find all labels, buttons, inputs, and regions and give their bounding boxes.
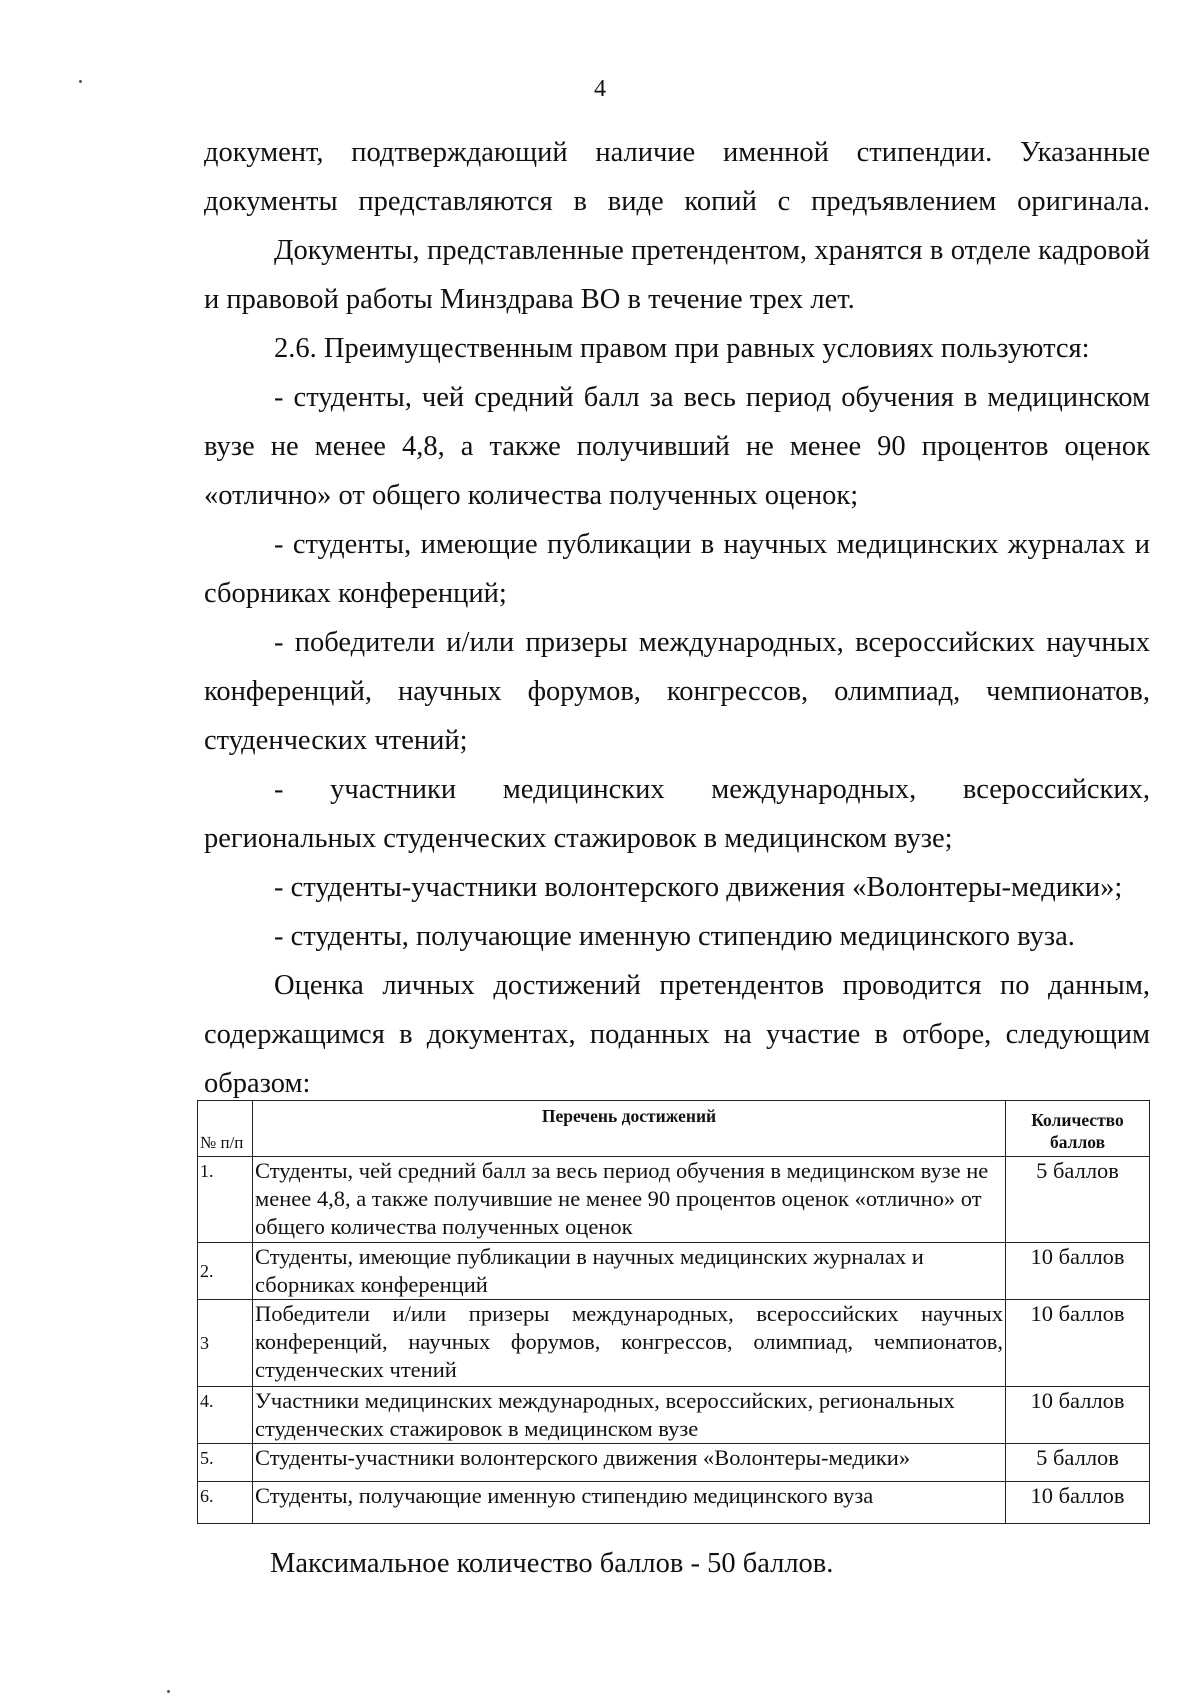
row-number: 6. [198, 1482, 253, 1524]
page-number: 4 [594, 76, 606, 102]
table-row [198, 1444, 1150, 1482]
row-description: Студенты, имеющие публикации в научных медицинских журналах и сборниках конференций [253, 1243, 1006, 1300]
scan-speck [167, 1690, 170, 1693]
table-row [198, 1243, 1150, 1300]
row-points: 10 баллов [1006, 1387, 1150, 1444]
row-description: Студенты-участники волонтерского движения «Волонтеры-медики» [253, 1444, 1006, 1482]
row-description: Участники медицинских международных, всероссийских, региональных студенческих стажировок в медицинском вузе [253, 1387, 1006, 1444]
paragraph: Документы, представленные претендентом, хранятся в отделе кадровой и правовой работы Минздрава ВО в течение трех лет. [204, 235, 1150, 315]
header-points: Количество баллов [1006, 1101, 1150, 1157]
table-row [198, 1387, 1150, 1444]
list-item: - студенты, получающие именную стипендию медицинского вуза. [274, 921, 1075, 952]
row-points: 5 баллов [1006, 1444, 1150, 1482]
header-num: № п/п [198, 1101, 253, 1157]
paragraph: 2.6. Преимущественным правом при равных условиях пользуются: [274, 333, 1090, 364]
paragraph: документ, подтверждающий наличие именной стипендии. Указанные документы представляются в виде копий с предъявлением оригинала. [204, 137, 1150, 217]
list-item: - победители и/или призеры международных, всероссийских научных конференций, научных форумов, конгрессов, олимпиад, чемпионатов, студенческих чтений; [204, 627, 1150, 756]
row-description: Победители и/или призеры международных, всероссийских научных конференций, научных форумов, конгрессов, олимпиад, чемпионатов, студенческих чтений [253, 1300, 1006, 1387]
list-item: - студенты-участники волонтерского движения «Волонтеры-медики»; [274, 872, 1123, 903]
list-item: - студенты, имеющие публикации в научных медицинских журналах и сборниках конференций; [204, 529, 1150, 609]
row-number: 4. [198, 1387, 253, 1444]
list-item: - участники медицинских международных, всероссийских, региональных студенческих стажировок в медицинском вузе; [204, 774, 1150, 854]
row-points: 10 баллов [1006, 1482, 1150, 1524]
table-row [198, 1482, 1150, 1524]
row-points: 5 баллов [1006, 1157, 1150, 1243]
row-number: 3 [198, 1300, 253, 1387]
achievements-table [197, 1100, 1150, 1524]
row-description: Студенты, получающие именную стипендию медицинского вуза [253, 1482, 1006, 1524]
row-points: 10 баллов [1006, 1243, 1150, 1300]
table-row [198, 1300, 1150, 1387]
list-item: - студенты, чей средний балл за весь период обучения в медицинском вузе не менее 4,8, а также получивший не менее 90 процентов оценок «отлично» от общего количества полученных оценок; [204, 382, 1150, 511]
row-number: 1. [198, 1157, 253, 1243]
row-points: 10 баллов [1006, 1300, 1150, 1387]
row-description: Студенты, чей средний балл за весь период обучения в медицинском вузе не менее 4,8, а также получившие не менее 90 процентов оценок «отлично» от общего количества полученных оценок [253, 1157, 1006, 1243]
max-score-note: Максимальное количество баллов - 50 баллов. [270, 1548, 834, 1579]
header-achievements: Перечень достижений [253, 1101, 1006, 1157]
row-number: 5. [198, 1444, 253, 1482]
table-row [198, 1157, 1150, 1243]
table-header-row [198, 1101, 1150, 1157]
paragraph: Оценка личных достижений претендентов проводится по данным, содержащимся в документах, поданных на участие в отборе, следующим образом: [204, 970, 1150, 1099]
row-number: 2. [198, 1243, 253, 1300]
document-body [204, 128, 1150, 1108]
